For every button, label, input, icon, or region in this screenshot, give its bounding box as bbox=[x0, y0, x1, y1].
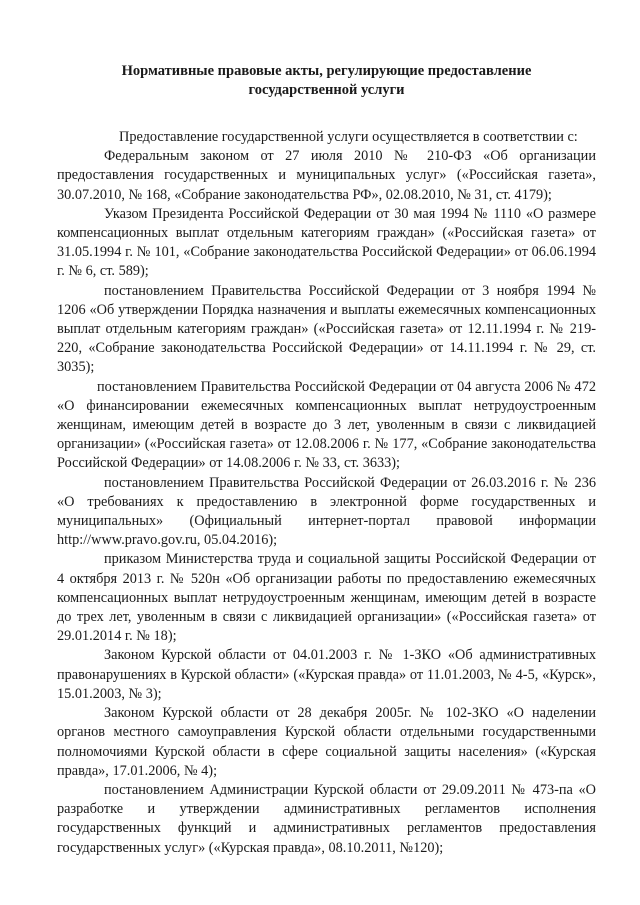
paragraph-resolution-1206: постановлением Правительства Российской Федерации от 3 ноября 1994 № 1206 «Об утверждении Порядка назначения и выплаты ежемесячных компенсационных выплат отдельным категориям граждан» («Российская газета» от 12.11.1994 г. № 219-220, «Собрание законодательства Российской Федерации» от 14.11.1994 г. № 29, ст. 3035); bbox=[57, 282, 596, 376]
paragraph-resolution-472: постановлением Правительства Российской Федерации от 04 августа 2006 № 472 «О финансировании ежемесячных компенсационных выплат нетрудоустроенным женщинам, имеющим детей в возрасте до 3 лет, уволенным в связи с ликвидацией организации» («Российская газета» от 12.08.2006 г. № 177, «Собрание законодательства Российской Федерации» от 14.08.2006 г. № 33, ст. 3633); bbox=[57, 378, 596, 472]
paragraph-order-520n: приказом Министерства труда и социальной защиты Российской Федерации от 4 октября 2013 г. № 520н «Об организации работы по предоставлению ежемесячных компенсационных выплат нетрудоустроенным женщинам, имеющим детей в возрасте до трех лет, уволенным в связи с ликвидацией организации» («Российская газета» от 29.01.2014 г. № 18); bbox=[57, 551, 596, 645]
document-title: Нормативные правовые акты, регулирующие предоставление государственной услуги bbox=[121, 63, 532, 98]
paragraph-law-1-zko: Законом Курской области от 04.01.2003 г. № 1-ЗКО «Об административных правонарушениях в Курской области» («Курская правда» от 11.01.2003, № 4-5, «Курск», 15.01.2003, № 3); bbox=[57, 647, 596, 702]
paragraph-resolution-236: постановлением Правительства Российской Федерации от 26.03.2016 г. № 236 «О требованиях к предоставлению в электронной форме государственных и муниципальных» (Официальный интернет-портал правовой информации http://www.pravo.gov.ru, 05.04.2016); bbox=[57, 474, 596, 549]
paragraph-decree-1110: Указом Президента Российской Федерации от 30 мая 1994 № 1110 «О размере компенсационных выплат отдельным категориям граждан» («Российская газета» от 31.05.1994 г. № 101, «Собрание законодательства Российской Федерации» от 06.06.1994 г. № 6, ст. 589); bbox=[57, 205, 596, 280]
paragraph-federal-law-210: Федеральным законом от 27 июля 2010 № 210-ФЗ «Об организации предоставления государственных и муниципальных услуг» («Российская газета», 30.07.2010, № 168, «Собрание законодательства РФ», 02.08.2010, № 31, ст. 4179); bbox=[57, 148, 596, 203]
intro-paragraph: Предоставление государственной услуги осуществляется в соответствии с: bbox=[119, 129, 578, 145]
paragraph-law-102-zko: Законом Курской области от 28 декабря 2005г. № 102-ЗКО «О наделении органов местного самоуправления Курской области отдельными государственными полномочиями Курской области в сфере социальной защиты населения» («Курская правда», 17.01.2006, № 4); bbox=[57, 705, 596, 779]
paragraph-resolution-473: постановлением Администрации Курской области от 29.09.2011 № 473-па «О разработке и утверждении административных регламентов исполнения государственных функций и административных регламентов предоставления государственных услуг» («Курская правда», 08.10.2011, №120); bbox=[57, 781, 596, 856]
